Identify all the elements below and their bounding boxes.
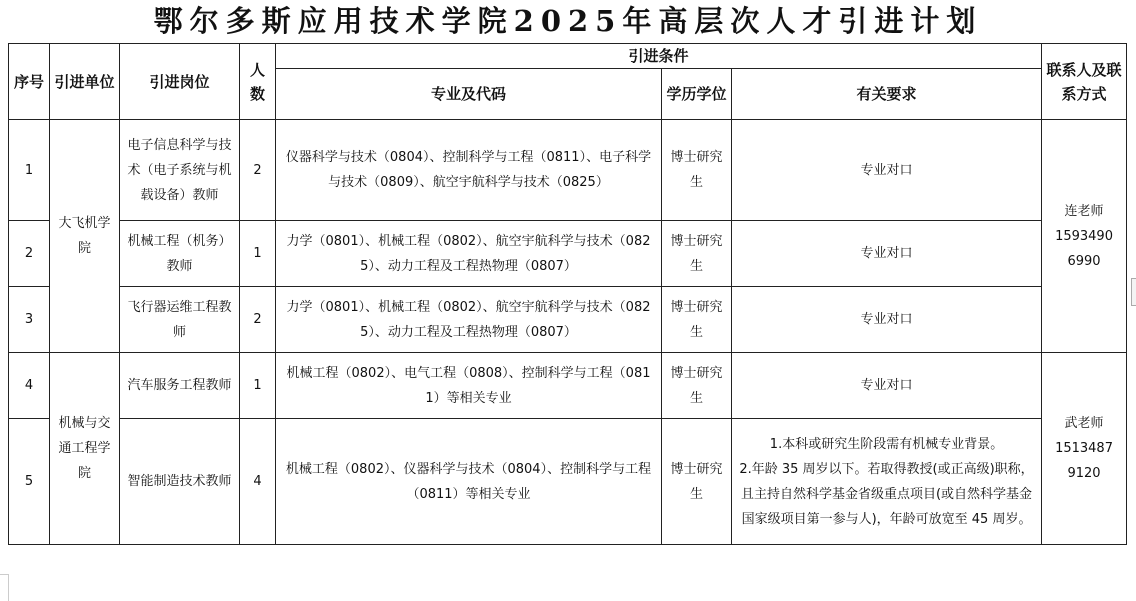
count-cell: 1 [240, 353, 276, 419]
header-contact: 联系人及联系方式 [1042, 44, 1127, 120]
count-cell: 2 [240, 120, 276, 221]
degree-cell: 博士研究生 [662, 419, 732, 545]
major-cell: 力学（0801）、机械工程（0802）、航空宇航科学与技术（0825）、动力工程及工程热物理（0807） [276, 221, 662, 287]
contact-phone-line: 9120 [1067, 466, 1101, 481]
header-post: 引进岗位 [120, 44, 240, 120]
count-cell: 4 [240, 419, 276, 545]
major-cell: 力学（0801）、机械工程（0802）、航空宇航科学与技术（0825）、动力工程及工程热物理（0807） [276, 287, 662, 353]
unit-cell: 机械与交通工程学院 [50, 353, 120, 545]
count-cell: 1 [240, 221, 276, 287]
requirements-cell: 专业对口 [732, 353, 1042, 419]
contact-cell [1042, 120, 1127, 353]
count-cell: 2 [240, 287, 276, 353]
requirements-cell: 专业对口 [732, 120, 1042, 221]
requirement-item: 1.本科或研究生阶段需有机械专业背景。 [769, 436, 1004, 452]
recruitment-table [8, 43, 1127, 545]
contact-phone-line: 1593490 [1055, 228, 1113, 244]
header-unit: 引进单位 [50, 44, 120, 120]
header-degree: 学历学位 [662, 69, 732, 120]
row-no: 5 [9, 419, 50, 545]
post-cell: 汽车服务工程教师 [120, 353, 240, 419]
header-major: 专业及代码 [276, 69, 662, 120]
degree-cell: 博士研究生 [662, 287, 732, 353]
unit-cell: 大飞机学院 [50, 120, 120, 353]
major-cell: 机械工程（0802）、电气工程（0808）、控制科学与工程（0811）等相关专业 [276, 353, 662, 419]
major-cell: 仪器科学与技术（0804）、控制科学与工程（0811）、电子科学与技术（0809）、航空宇航科学与技术（0825） [276, 120, 662, 221]
table-row [9, 120, 1127, 221]
requirements-cell [732, 419, 1042, 545]
header-requirements: 有关要求 [732, 69, 1042, 120]
requirements-cell: 专业对口 [732, 221, 1042, 287]
post-cell: 电子信息科学与技术（电子系统与机载设备）教师 [120, 120, 240, 221]
row-no: 2 [9, 221, 50, 287]
table-row [9, 419, 1127, 545]
requirements-cell: 专业对口 [732, 287, 1042, 353]
row-no: 1 [9, 120, 50, 221]
page-title: 鄂尔多斯应用技术学院2025年高层次人才引进计划 [153, 4, 983, 38]
post-cell: 智能制造技术教师 [120, 419, 240, 545]
row-no: 3 [9, 287, 50, 353]
contact-cell [1042, 353, 1127, 545]
degree-cell: 博士研究生 [662, 221, 732, 287]
table-row [9, 287, 1127, 353]
header-conditions: 引进条件 [276, 44, 1042, 69]
contact-name: 连老师 [1064, 203, 1104, 219]
table-row [9, 221, 1127, 287]
degree-cell: 博士研究生 [662, 353, 732, 419]
contact-phone-line: 1513487 [1055, 441, 1113, 456]
header-no: 序号 [9, 44, 50, 120]
post-cell: 飞行器运维工程教师 [120, 287, 240, 353]
table-row [9, 353, 1127, 419]
row-no: 4 [9, 353, 50, 419]
contact-name: 武老师 [1064, 416, 1104, 431]
degree-cell: 博士研究生 [662, 120, 732, 221]
requirement-item: 2.年龄 35 周岁以下。若取得教授(或正高级)职称，且主持自然科学基金省级重点项目(或自然科学基金国家级项目第一参与人)，年龄可放宽至 45 周岁。 [739, 461, 1034, 527]
page-corner-divider [0, 574, 9, 601]
header-count: 人数 [240, 44, 276, 120]
major-cell: 机械工程（0802）、仪器科学与技术（0804）、控制科学与工程（0811）等相关专业 [276, 419, 662, 545]
scroll-handle[interactable] [1131, 278, 1136, 306]
post-cell: 机械工程（机务）教师 [120, 221, 240, 287]
contact-phone-line: 6990 [1067, 253, 1101, 269]
